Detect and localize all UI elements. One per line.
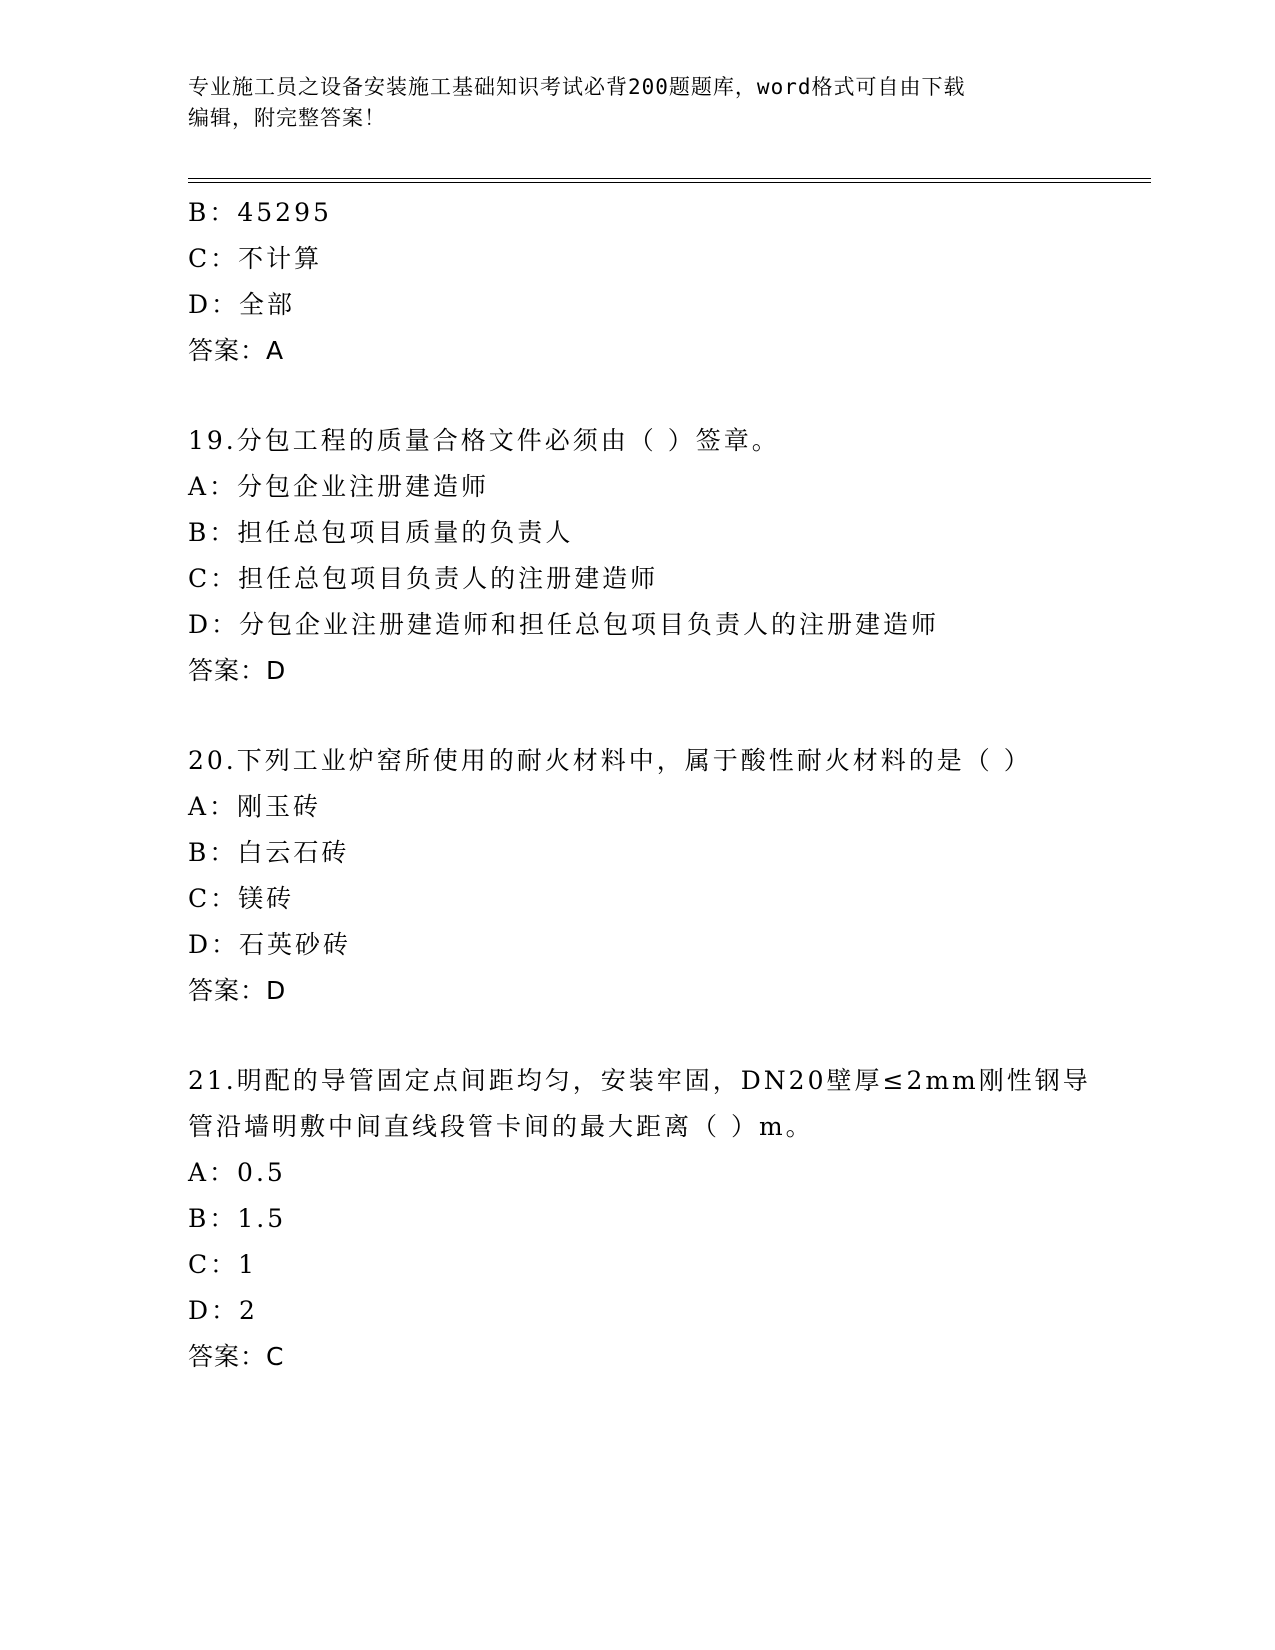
- question-19: [188, 418, 1088, 694]
- option-a: A：0.5: [188, 1158, 286, 1187]
- question-text: 20.下列工业炉窑所使用的耐火材料中，属于酸性耐火材料的是（ ）: [188, 746, 1032, 775]
- option-a: A：刚玉砖: [188, 792, 322, 821]
- option-b: B：1.5: [188, 1204, 287, 1233]
- answer: 答案：C: [188, 1342, 285, 1371]
- spacer: [188, 694, 1088, 738]
- option-b: B：白云石砖: [188, 838, 350, 867]
- document-body: [188, 190, 1091, 1380]
- header-divider-bottom: [188, 182, 1151, 183]
- option-d: D：2: [188, 1296, 258, 1325]
- option-d: D：分包企业注册建造师和担任总包项目负责人的注册建造师: [188, 610, 940, 639]
- option-c: C：不计算: [188, 244, 323, 273]
- option-b: B：担任总包项目质量的负责人: [188, 518, 574, 547]
- question-text-line-1: 21.明配的导管固定点间距均匀，安装牢固，DN20壁厚≤2mm刚性钢导: [188, 1066, 1091, 1095]
- spacer: [188, 1014, 1088, 1058]
- header-divider-top: [188, 178, 1151, 179]
- option-c: C：镁砖: [188, 884, 295, 913]
- option-a: A：分包企业注册建造师: [188, 472, 490, 501]
- answer: 答案：D: [188, 976, 287, 1005]
- question-text: 19.分包工程的质量合格文件必须由（ ）签章。: [188, 426, 780, 455]
- answer: 答案：A: [188, 336, 285, 365]
- header-title-line-1: 专业施工员之设备安装施工基础知识考试必背200题题库，word格式可自由下载: [188, 75, 966, 99]
- question-18-tail: [188, 190, 1088, 374]
- answer: 答案：D: [188, 656, 287, 685]
- option-d: D：石英砂砖: [188, 930, 352, 959]
- header-title-line-2: 编辑，附完整答案！: [188, 106, 386, 130]
- option-c: C：1: [188, 1250, 258, 1279]
- question-21: [188, 1058, 1091, 1380]
- option-b: B：45295: [188, 198, 332, 227]
- question-text-line-2: 管沿墙明敷中间直线段管卡间的最大距离（ ）m。: [188, 1112, 814, 1141]
- question-20: [188, 738, 1088, 1014]
- option-c: C：担任总包项目负责人的注册建造师: [188, 564, 659, 593]
- spacer: [188, 374, 1088, 418]
- option-d: D：全部: [188, 290, 296, 319]
- page-header: [188, 72, 1088, 134]
